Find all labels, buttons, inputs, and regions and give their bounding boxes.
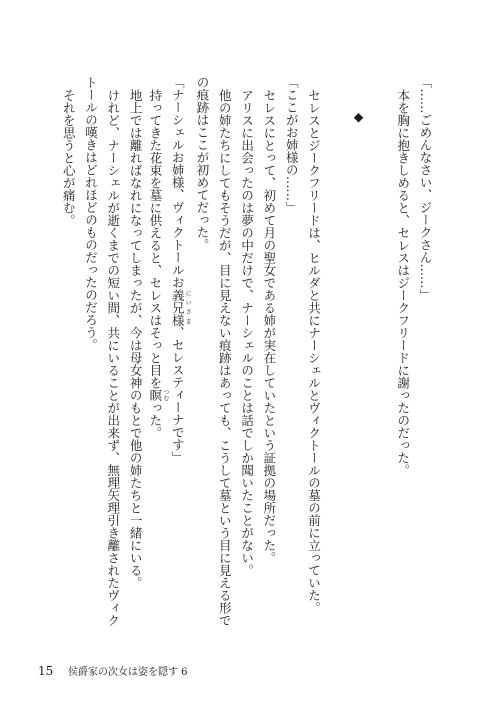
body-line-grief: トールの嘆きはどれほどのものだったのだろう。: [83, 76, 99, 351]
body-line-hug-book: 本を胸に抱きしめると、セレスはジークフリードに謝ったのだった。: [395, 88, 411, 476]
body-line-short-time: けれど、ナーシェルが逝くまでの短い間、共にいることが出来ず、無理矢理引き離されたヴィク: [105, 88, 121, 626]
body-line-proof-place: セレスにとって、初めて月の聖女である姉が実在していたという証拠の場所だった。: [261, 88, 277, 564]
page-footer: [38, 660, 188, 676]
scene-break-diamond: ◆: [351, 108, 367, 124]
body-line-dialogue-apology: 「……ごめんなさい、ジークさん……」: [418, 76, 433, 301]
ruby-base: 義兄様: [170, 288, 186, 326]
body-line-first-trace: の痕跡はここが初めてだった。: [195, 76, 210, 251]
line-text-before-ruby: 「ナーシェルお姉様、ヴィクトールお: [170, 76, 186, 289]
body-line-dialogue-greeting: [169, 76, 191, 636]
body-line-alice-dream: アリスに出会ったのは夢の中だけで、ナーシェルのことは話でしか聞いたことがない。: [239, 88, 255, 576]
line-text-after-ruby: った。: [147, 401, 163, 439]
ruby-annotation-brother-in-law: [170, 288, 192, 327]
body-line-offer-flowers: [146, 76, 168, 636]
body-line-mother-goddess: 地上では離ればなれになってしまったが、今は母女神のもとで他の姉たちと一緒にいる。: [128, 88, 144, 589]
running-title: 侯爵家の次女は姿を隠す 6: [68, 667, 188, 678]
ruby-annotation-close-eyes: [147, 388, 169, 402]
ruby-reading: つむ: [161, 388, 169, 401]
line-text-after-ruby: 、セレスティーナです」: [170, 326, 186, 464]
body-line-dialogue-sister: 「ここがお姉様の……」: [284, 76, 300, 214]
body-line-at-grave: セレスとジークフリードは、ヒルダと共にナーシェルとヴィクトールの墓の前に立っていた。: [306, 88, 322, 614]
body-line-heart-aches: それを思うと心が痛む。: [61, 88, 77, 226]
page-number: 15: [38, 664, 54, 678]
line-text-before-ruby: 持ってきた花束を墓に供えると、セレスはそっと目を: [147, 88, 163, 389]
ruby-reading: にいさま: [184, 288, 192, 326]
body-line-other-sisters: 他の姉たちにしてもそうだが、目に見えない痕跡はあっても、こうして墓という目に見える形で: [217, 88, 233, 626]
ruby-base: 瞑: [147, 388, 163, 401]
